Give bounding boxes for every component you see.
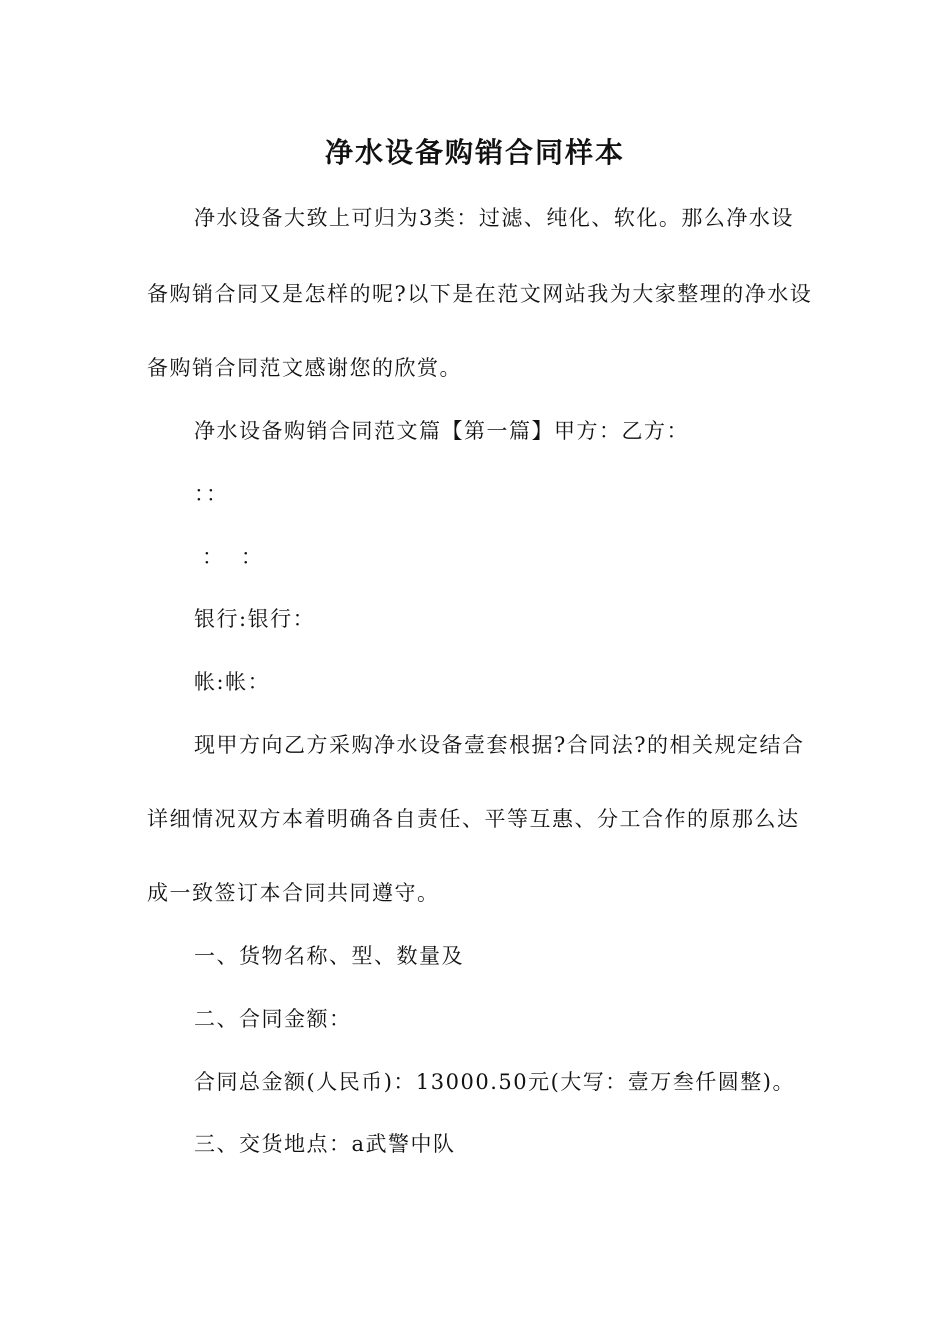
account-field-row: 帐:帐： bbox=[194, 670, 271, 694]
section-heading-first: 净水设备购销合同范文篇【第一篇】甲方：乙方： bbox=[194, 419, 689, 443]
clause-delivery-location: 三、交货地点：a武警中队 bbox=[194, 1132, 456, 1156]
bank-field-row: 银行:银行： bbox=[194, 607, 316, 631]
paragraph-purchase-line-3: 成一致签订本合同共同遵守。 bbox=[147, 881, 440, 905]
document-title: 净水设备购销合同样本 bbox=[324, 136, 625, 169]
paragraph-intro-line-1: 净水设备大致上可归为3类：过滤、纯化、软化。那么净水设 bbox=[194, 206, 794, 230]
party-field-row-1: ：： bbox=[194, 482, 229, 506]
clause-goods: 一、货物名称、型、数量及 bbox=[194, 944, 464, 968]
paragraph-intro-line-3: 备购销合同范文感谢您的欣赏。 bbox=[147, 356, 462, 380]
party-field-row-2: ： ： bbox=[202, 545, 264, 569]
paragraph-purchase-line-1: 现甲方向乙方采购净水设备壹套根据?合同法?的相关规定结合 bbox=[194, 733, 805, 757]
clause-amount: 二、合同金额： bbox=[194, 1007, 352, 1031]
paragraph-purchase-line-2: 详细情况双方本着明确各自责任、平等互惠、分工合作的原那么达 bbox=[147, 807, 800, 831]
contract-total-amount: 合同总金额(人民币)：13000.50元(大写：壹万叁仟圆整)。 bbox=[194, 1070, 795, 1094]
paragraph-intro-line-2: 备购销合同又是怎样的呢?以下是在范文网站我为大家整理的净水设 bbox=[147, 282, 813, 306]
